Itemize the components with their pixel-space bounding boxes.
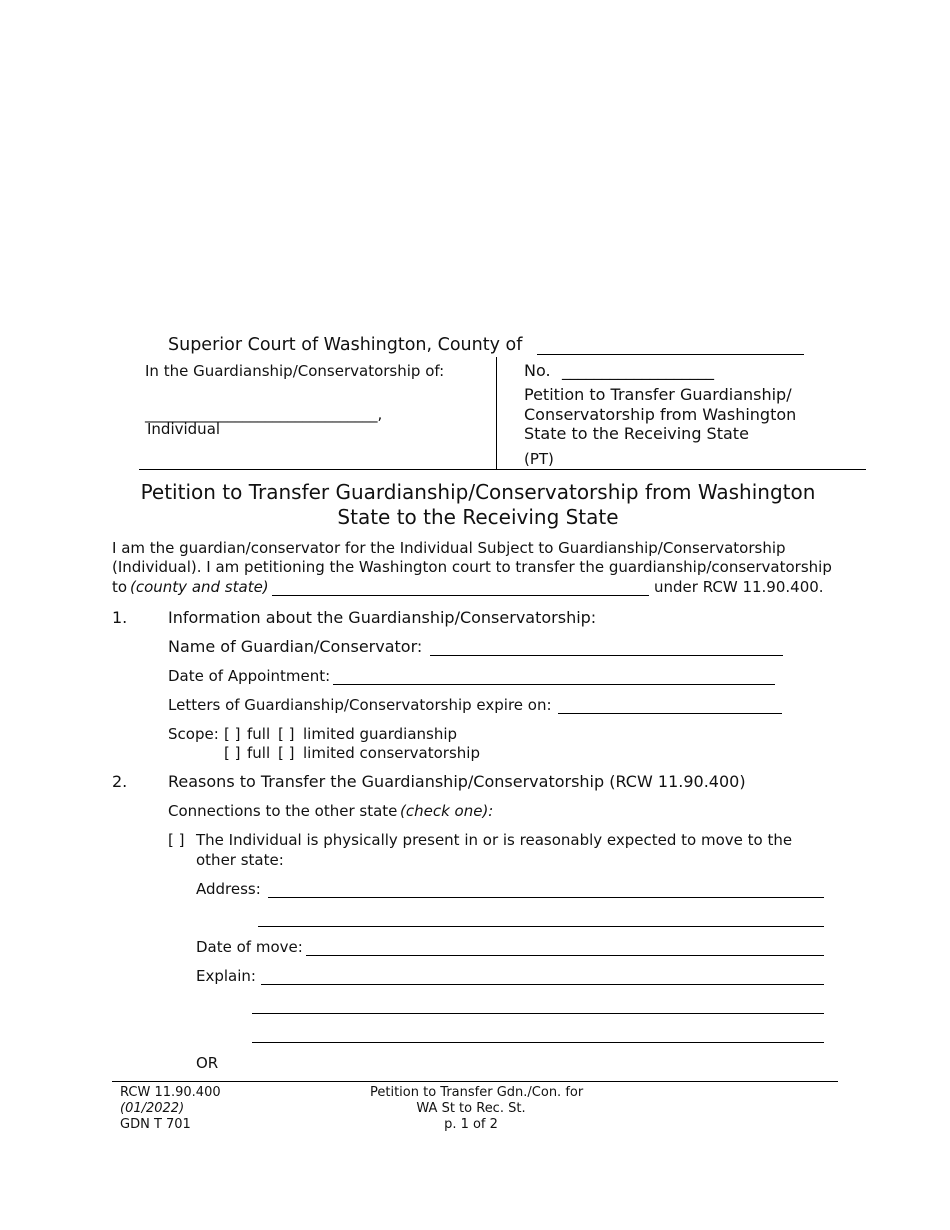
section1-heading: Information about the Guardianship/Conservatorship: bbox=[168, 608, 597, 627]
footer-revision: (01/2022) bbox=[120, 1101, 185, 1116]
full-conservatorship-checkbox[interactable]: [ ] bbox=[224, 744, 241, 762]
physically-present-text-line2: other state: bbox=[196, 851, 284, 869]
matter-label: In the Guardianship/Conservatorship of: bbox=[145, 362, 445, 380]
county-field[interactable] bbox=[537, 354, 804, 355]
full-label: full bbox=[247, 725, 271, 743]
court-label: Superior Court of Washington, County of bbox=[168, 335, 523, 355]
case-number-field[interactable]: ___________________ bbox=[562, 361, 714, 380]
intro-text: I am the guardian/conservator for the Individual Subject to Guardianship/Conservatorship bbox=[112, 539, 786, 557]
caption-doc-title-line3: State to the Receiving State bbox=[524, 424, 749, 443]
limited-conservatorship-label: limited conservatorship bbox=[303, 744, 480, 762]
address-field-line2[interactable] bbox=[258, 926, 824, 927]
intro-prefix: to bbox=[112, 578, 128, 596]
caption-bottom-rule bbox=[139, 469, 866, 470]
or-label: OR bbox=[196, 1054, 219, 1072]
case-number-label: No. bbox=[524, 361, 551, 380]
connections-label: Connections to the other state bbox=[168, 802, 398, 820]
footer-statute: RCW 11.90.400 bbox=[120, 1085, 221, 1100]
section2-heading: Reasons to Transfer the Guardianship/Conservatorship (RCW 11.90.400) bbox=[168, 772, 746, 791]
guardian-name-label: Name of Guardian/Conservator: bbox=[168, 637, 423, 656]
county-state-hint: (county and state) bbox=[130, 578, 269, 596]
intro-text-line2: (Individual). I am petitioning the Washington court to transfer the guardianship/conservatorship bbox=[112, 558, 832, 576]
caption-doc-title: Petition to Transfer Guardianship/ bbox=[524, 385, 792, 404]
date-of-move-field[interactable] bbox=[306, 955, 824, 956]
county-state-field[interactable] bbox=[272, 595, 649, 596]
caption-divider bbox=[496, 357, 497, 469]
explain-field-line3[interactable] bbox=[252, 1042, 824, 1043]
individual-name-field[interactable]: _______________________________, bbox=[145, 405, 383, 423]
physically-present-text: The Individual is physically present in or is reasonably expected to move to the bbox=[196, 831, 793, 849]
footer-page-number: p. 1 of 2 bbox=[444, 1117, 498, 1132]
section2-number: 2. bbox=[112, 772, 128, 791]
footer-short-title-line2: WA St to Rec. St. bbox=[416, 1101, 526, 1116]
guardian-name-field[interactable] bbox=[430, 655, 783, 656]
explain-field[interactable] bbox=[261, 984, 824, 985]
limited-guardianship-checkbox[interactable]: [ ] bbox=[278, 725, 295, 743]
full-guardianship-checkbox[interactable]: [ ] bbox=[224, 725, 241, 743]
appointment-date-label: Date of Appointment: bbox=[168, 667, 331, 685]
intro-suffix: under RCW 11.90.400. bbox=[654, 578, 824, 596]
address-label: Address: bbox=[196, 880, 261, 898]
appointment-date-field[interactable] bbox=[333, 684, 775, 685]
footer-rule bbox=[112, 1081, 838, 1082]
address-field[interactable] bbox=[268, 897, 824, 898]
date-of-move-label: Date of move: bbox=[196, 938, 303, 956]
section1-number: 1. bbox=[112, 608, 128, 627]
caption-doc-title-line2: Conservatorship from Washington bbox=[524, 405, 797, 424]
footer-short-title: Petition to Transfer Gdn./Con. for bbox=[370, 1085, 584, 1100]
individual-label: Individual bbox=[147, 420, 221, 438]
limited-conservatorship-checkbox[interactable]: [ ] bbox=[278, 744, 295, 762]
limited-guardianship-label: limited guardianship bbox=[303, 725, 458, 743]
scope-label: Scope: bbox=[168, 725, 219, 743]
full-label-2: full bbox=[247, 744, 271, 762]
connections-hint: (check one): bbox=[400, 802, 494, 820]
letters-expire-label: Letters of Guardianship/Conservatorship expire on: bbox=[168, 696, 552, 714]
page-title: Petition to Transfer Guardianship/Conservatorship from Washington bbox=[140, 480, 816, 504]
page-title-line2: State to the Receiving State bbox=[337, 505, 619, 529]
doc-code: (PT) bbox=[524, 450, 554, 468]
physically-present-checkbox[interactable]: [ ] bbox=[168, 831, 185, 849]
explain-field-line2[interactable] bbox=[252, 1013, 824, 1014]
footer-form-code: GDN T 701 bbox=[120, 1117, 191, 1132]
explain-label: Explain: bbox=[196, 967, 256, 985]
letters-expire-field[interactable] bbox=[558, 713, 782, 714]
